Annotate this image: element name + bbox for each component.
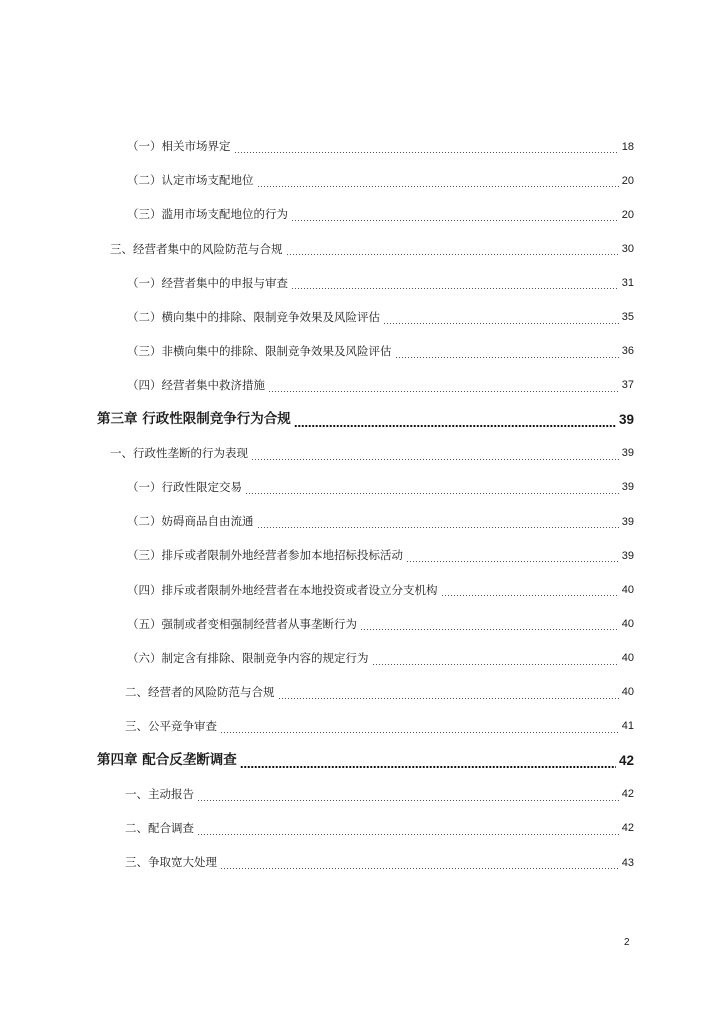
- toc-dot-leader: [234, 152, 619, 153]
- toc-entry-page: 18: [621, 140, 634, 153]
- toc-entry[interactable]: [0, 539, 724, 573]
- toc-entry-title: （一）相关市场界定: [127, 139, 231, 154]
- toc-dot-leader: [240, 766, 616, 768]
- toc-entry-title: 三、经营者集中的风险防范与合规: [110, 241, 283, 256]
- toc-entry[interactable]: [0, 573, 724, 607]
- toc-entry-title: （五）强制或者变相强制经营者从事垄断行为: [127, 616, 357, 631]
- toc-entry-page: 36: [621, 345, 634, 358]
- toc-dot-leader: [286, 254, 619, 255]
- toc-entry-title: （四）经营者集中救济措施: [127, 377, 265, 392]
- toc-chapter-title: 第四章 配合反垄断调查: [97, 751, 237, 768]
- toc-entry-title: 三、公平竞争审查: [125, 718, 217, 733]
- toc-entry-page: 39: [621, 549, 634, 562]
- toc-entry-page: 41: [621, 720, 634, 733]
- toc-dot-leader: [441, 595, 619, 596]
- toc-dot-leader: [291, 288, 619, 289]
- toc-entry-page: 37: [621, 379, 634, 392]
- toc-entry[interactable]: [0, 505, 724, 539]
- toc-dot-leader: [257, 186, 619, 187]
- toc-entry-title: 一、行政性垄断的行为表现: [110, 446, 248, 461]
- toc-entry-title: （三）非横向集中的排除、限制竞争效果及风险评估: [127, 343, 392, 358]
- toc-chapter-entry[interactable]: [0, 744, 724, 778]
- toc-entry-title: （二）认定市场支配地位: [127, 173, 254, 188]
- toc-entry[interactable]: [0, 369, 724, 403]
- toc-entry[interactable]: [0, 266, 724, 300]
- toc-entry-page: 31: [621, 276, 634, 289]
- toc-entry-title: （二）妨碍商品自由流通: [127, 514, 254, 529]
- toc-entry-title: （四）排斥或者限制外地经营者在本地投资或者设立分支机构: [127, 582, 438, 597]
- toc-section-entry[interactable]: [0, 778, 724, 812]
- toc-dot-leader: [406, 561, 619, 562]
- toc-entry[interactable]: [0, 607, 724, 641]
- toc-entry-title: （一）行政性限定交易: [127, 480, 242, 495]
- toc-dot-leader: [268, 391, 619, 392]
- toc-entry-page: 40: [621, 686, 634, 699]
- toc-dot-leader: [197, 800, 619, 801]
- toc-entry-page: 43: [621, 856, 634, 869]
- toc-section-entry[interactable]: [0, 812, 724, 846]
- toc-entry-page: 39: [621, 447, 634, 460]
- toc-entry-page: 42: [618, 752, 634, 768]
- toc-chapter-entry[interactable]: [0, 403, 724, 437]
- toc-entry-title: （三）排斥或者限制外地经营者参加本地招标投标活动: [127, 548, 403, 563]
- toc-dot-leader: [220, 732, 619, 733]
- toc-entry[interactable]: [0, 335, 724, 369]
- toc-entry[interactable]: [0, 198, 724, 232]
- table-of-contents: [0, 130, 724, 880]
- toc-chapter-title: 第三章 行政性限制竞争行为合规: [97, 411, 291, 428]
- toc-entry-page: 35: [621, 311, 634, 324]
- toc-dot-leader: [251, 459, 619, 460]
- page-number: 2: [624, 937, 630, 948]
- toc-section-entry[interactable]: [0, 710, 724, 744]
- toc-dot-leader: [372, 664, 619, 665]
- toc-entry-page: 39: [618, 412, 634, 428]
- toc-entry-title: （一）经营者集中的申报与审查: [127, 275, 288, 290]
- toc-section-entry[interactable]: [0, 437, 724, 471]
- toc-entry-page: 42: [621, 788, 634, 801]
- toc-entry-page: 30: [621, 242, 634, 255]
- toc-dot-leader: [278, 698, 619, 699]
- toc-entry-title: 三、争取宽大处理: [125, 855, 217, 870]
- toc-dot-leader: [294, 425, 616, 427]
- toc-entry-page: 40: [621, 651, 634, 664]
- toc-section-entry[interactable]: [0, 846, 724, 880]
- toc-entry-title: （三）滥用市场支配地位的行为: [127, 207, 288, 222]
- toc-entry-page: 39: [621, 515, 634, 528]
- toc-section-entry[interactable]: [0, 676, 724, 710]
- toc-dot-leader: [383, 323, 619, 324]
- toc-entry-title: 二、经营者的风险防范与合规: [125, 684, 275, 699]
- toc-entry-title: （六）制定含有排除、限制竞争内容的规定行为: [127, 650, 369, 665]
- toc-entry-title: 二、配合调查: [125, 821, 194, 836]
- toc-dot-leader: [395, 357, 619, 358]
- toc-dot-leader: [197, 834, 619, 835]
- toc-entry-page: 39: [621, 481, 634, 494]
- toc-dot-leader: [291, 220, 619, 221]
- toc-dot-leader: [220, 868, 619, 869]
- toc-entry[interactable]: [0, 130, 724, 164]
- toc-entry-page: 42: [621, 822, 634, 835]
- toc-entry[interactable]: [0, 164, 724, 198]
- toc-section-entry[interactable]: [0, 232, 724, 266]
- toc-entry-title: （二）横向集中的排除、限制竞争效果及风险评估: [127, 309, 380, 324]
- toc-dot-leader: [245, 493, 619, 494]
- toc-entry-page: 40: [621, 617, 634, 630]
- toc-entry[interactable]: [0, 300, 724, 334]
- toc-dot-leader: [360, 629, 619, 630]
- toc-entry-page: 40: [621, 583, 634, 596]
- toc-entry-page: 20: [621, 208, 634, 221]
- toc-dot-leader: [257, 527, 619, 528]
- toc-entry-page: 20: [621, 174, 634, 187]
- toc-entry[interactable]: [0, 641, 724, 675]
- toc-entry[interactable]: [0, 471, 724, 505]
- toc-entry-title: 一、主动报告: [125, 787, 194, 802]
